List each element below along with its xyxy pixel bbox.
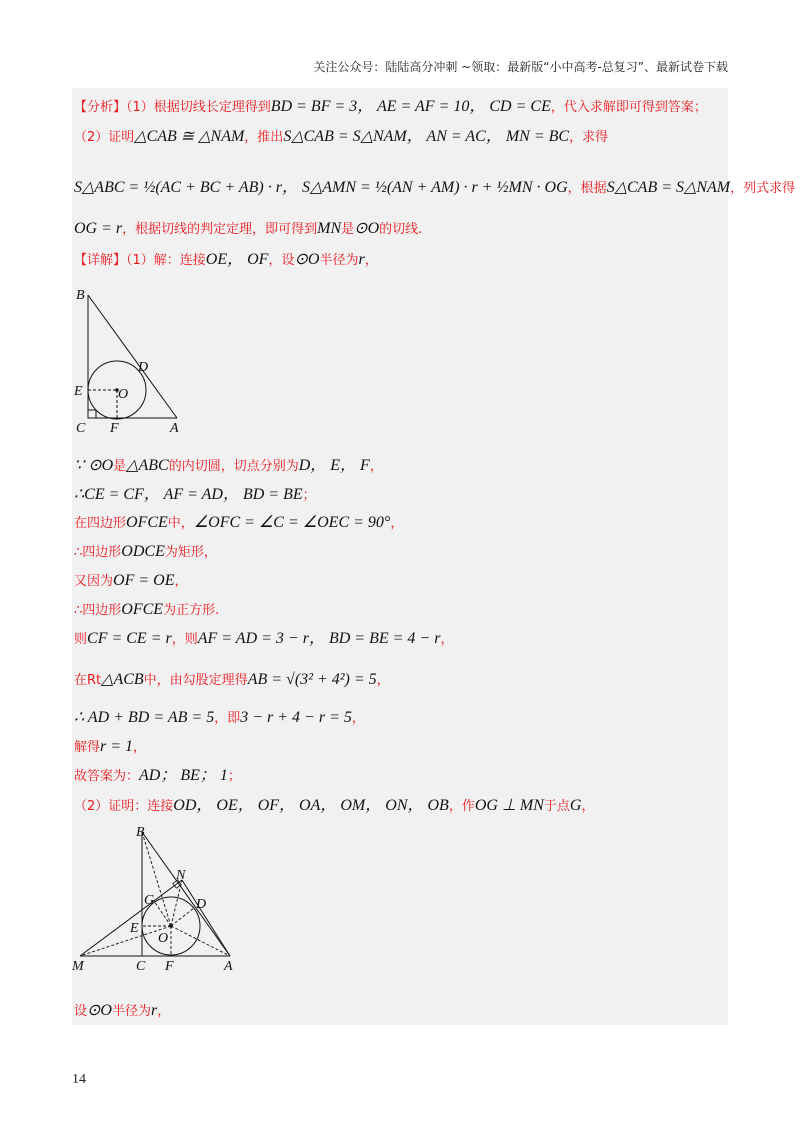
- math: G: [569, 797, 582, 814]
- text: 在Rt: [74, 673, 102, 688]
- segment-ob: [142, 832, 171, 926]
- text: 故答案为：: [74, 769, 140, 784]
- text: 于点: [543, 799, 570, 814]
- label-c: C: [136, 959, 146, 972]
- label-e: E: [130, 921, 139, 936]
- label-a: A: [224, 959, 233, 972]
- math: △ACB: [101, 671, 144, 688]
- text: ，: [369, 459, 383, 474]
- math: ∴ AD + BD = AB = 5: [74, 709, 215, 726]
- text: 半径为: [319, 253, 359, 268]
- math: CF = CE = r: [87, 630, 172, 647]
- solution-step-11: [74, 766, 241, 787]
- text: ，根据切线的判定定理，即可得到: [122, 222, 318, 237]
- solution-step-6: [74, 600, 219, 621]
- math: OG = r: [74, 220, 123, 237]
- text: ∴四边形: [74, 545, 122, 560]
- solution-step-3: [74, 513, 403, 534]
- label-m: M: [72, 959, 84, 972]
- right-angle-mark: [88, 410, 96, 418]
- text: ，: [157, 1004, 171, 1019]
- math: ⊙O: [88, 457, 114, 474]
- figure-1-incircle: [72, 285, 192, 435]
- text: ，: [390, 516, 404, 531]
- solution-step-1: [74, 456, 383, 477]
- solution-part-2-header: [74, 796, 594, 817]
- text: （1）根据切线长定理得到: [126, 100, 271, 115]
- solution-step-8: [74, 670, 390, 691]
- math: ⊙O: [354, 220, 380, 237]
- text: 中，由勾股定理得: [143, 673, 248, 688]
- label-d: D: [138, 360, 149, 375]
- text: ；: [302, 488, 316, 503]
- math: 3 − r + 4 − r = 5: [240, 709, 352, 726]
- text: ，即: [214, 711, 241, 726]
- text: （1）解：连接: [126, 253, 206, 268]
- math: △CAB ≅ △NAM: [134, 128, 245, 145]
- text: ，根据: [567, 181, 607, 196]
- text: 解得: [74, 740, 101, 755]
- text: 又因为: [74, 574, 114, 589]
- text: 的切线.: [379, 222, 423, 237]
- text: ，: [364, 253, 378, 268]
- label-f: F: [110, 421, 119, 435]
- page-header: 关注公众号：陆陆高分冲刺 ~领取：最新版“小中高考-总复习”、最新试卷下载: [313, 60, 728, 74]
- text: 在四边形: [74, 516, 127, 531]
- page-number: 14: [72, 1072, 86, 1087]
- segment-ba: [142, 832, 230, 956]
- math: OFCE: [126, 514, 168, 531]
- text: 设: [74, 1004, 88, 1019]
- math: AB = √(3² + 4²) = 5: [247, 671, 377, 688]
- math: r = 1: [100, 738, 134, 755]
- text: 是: [341, 222, 355, 237]
- label-e: E: [74, 384, 83, 399]
- text: （2）证明：连接: [74, 799, 174, 814]
- analysis-line-1: [74, 97, 707, 118]
- text: ，: [351, 711, 365, 726]
- label-f: F: [165, 959, 174, 972]
- text: ，: [376, 673, 390, 688]
- label-o: O: [158, 931, 169, 946]
- math: ODCE: [121, 543, 165, 560]
- text: ；: [227, 769, 241, 784]
- math: MN: [317, 220, 342, 237]
- solution-step-5: [74, 571, 187, 592]
- math: ∴CE = CF， AF = AD， BD = BE: [74, 486, 303, 503]
- solution-step-7: [74, 629, 453, 650]
- text: 是: [113, 459, 127, 474]
- text: ，: [581, 799, 595, 814]
- figure-2-tangent-proof: [70, 822, 250, 972]
- math: BD = BF = 3， AE = AF = 10， CD = CE: [270, 98, 551, 115]
- text: ∴四边形: [74, 603, 122, 618]
- math: OFCE: [121, 601, 164, 618]
- math: r: [358, 251, 365, 268]
- math: ∠OFC = ∠C = ∠OEC = 90°: [193, 514, 391, 531]
- math: ⊙O: [294, 251, 320, 268]
- text: ，则: [171, 632, 198, 647]
- math: OE， OF: [205, 251, 269, 268]
- text: ，作: [448, 799, 475, 814]
- center-point: [169, 924, 173, 928]
- text: （2）证明: [74, 130, 135, 145]
- text: 中，: [167, 516, 194, 531]
- text: 半径为: [111, 1004, 151, 1019]
- label-n: N: [176, 868, 186, 883]
- math: AF = AD = 3 − r， BD = BE = 4 − r: [197, 630, 441, 647]
- math: OG ⊥ MN: [474, 797, 544, 814]
- math: S△ABC = ½(AC + BC + AB) · r， S△AMN = ½(AN + AM) · r + ½MN · OG: [74, 179, 568, 196]
- text: ，: [174, 574, 188, 589]
- label-d: D: [196, 897, 207, 912]
- math: OD， OE， OF， OA， OM， ON， OB: [173, 797, 449, 814]
- analysis-line-3: [74, 178, 795, 199]
- segment-og: [154, 901, 171, 926]
- label-a: A: [170, 421, 179, 435]
- text: 则: [74, 632, 88, 647]
- math: S△CAB = S△NAM: [606, 179, 731, 196]
- text: ，设: [268, 253, 295, 268]
- label-b: B: [76, 288, 85, 303]
- analysis-line-4: [74, 219, 422, 240]
- math: ∵: [74, 457, 89, 474]
- text: ，代入求解即可得到答案；: [550, 100, 707, 115]
- text: ，: [440, 632, 454, 647]
- math: ⊙O: [87, 1002, 112, 1019]
- analysis-tag: 【分析】: [74, 100, 127, 115]
- solution-step-10: [74, 737, 146, 758]
- solution-step-9: [74, 708, 365, 729]
- analysis-line-2: [74, 127, 608, 148]
- solution-tag: 【详解】: [74, 253, 127, 268]
- solution-step-2: [74, 485, 316, 506]
- text: 为矩形，: [164, 545, 217, 560]
- math: OF = OE: [113, 572, 175, 589]
- label-b: B: [136, 825, 145, 840]
- label-g: G: [144, 893, 155, 908]
- segment-na: [182, 880, 230, 956]
- segment-oa: [171, 926, 230, 956]
- solution-line-1: [74, 250, 378, 271]
- label-c: C: [76, 421, 86, 435]
- solution-step-4: [74, 542, 217, 563]
- math: D， E， F: [298, 457, 370, 474]
- text: ，: [133, 740, 147, 755]
- math: S△CAB = S△NAM， AN = AC， MN = BC: [283, 128, 570, 145]
- text: 的内切圆，切点分别为: [168, 459, 299, 474]
- text: 为正方形.: [163, 603, 220, 618]
- segment-ba: [88, 295, 177, 418]
- text: ，推出: [244, 130, 284, 145]
- text: ，求得: [569, 130, 609, 145]
- solution-last-line: [74, 1001, 170, 1022]
- text: ，列式求得: [730, 181, 796, 196]
- math: △ABC: [126, 457, 169, 474]
- math: r: [151, 1002, 158, 1019]
- math: AD； BE； 1: [139, 767, 228, 784]
- label-o: O: [118, 387, 129, 402]
